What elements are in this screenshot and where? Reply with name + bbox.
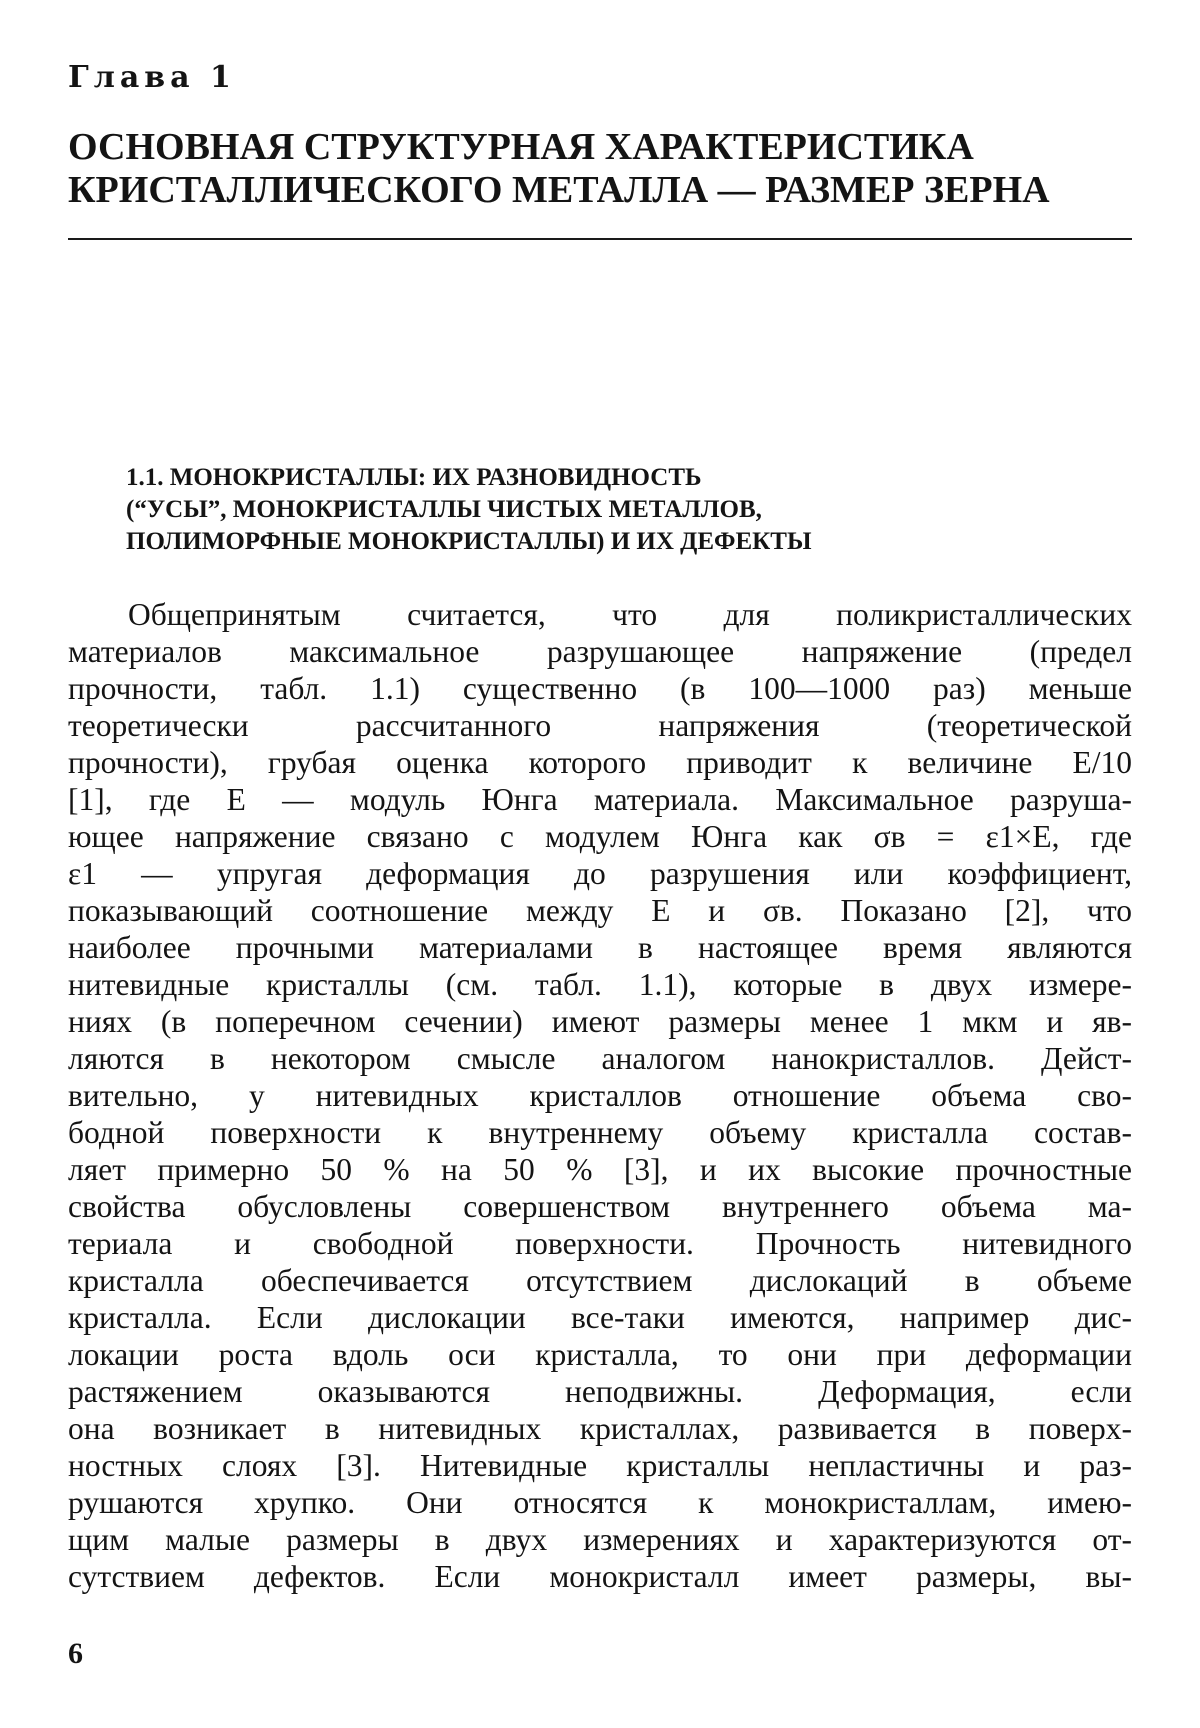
- chapter-title-line: ОСНОВНАЯ СТРУКТУРНАЯ ХАРАКТЕРИСТИКА: [68, 126, 974, 168]
- body-line: Общепринятым считается, что для поликристаллических: [128, 597, 1132, 632]
- body-text: [68, 596, 1132, 1595]
- chapter-title: [68, 126, 1132, 212]
- body-line: щим малые размеры в двух измерениях и характеризуются от-: [68, 1522, 1132, 1557]
- body-line: териала и свободной поверхности. Прочность нитевидного: [68, 1226, 1132, 1261]
- body-line: нитевидные кристаллы (см. табл. 1.1), которые в двух измере-: [68, 967, 1132, 1002]
- body-line: растяжением оказываются неподвижны. Деформация, если: [68, 1374, 1132, 1409]
- body-line: сутствием дефектов. Если монокристалл имеет размеры, вы-: [68, 1559, 1132, 1594]
- body-line: показывающий соотношение между E и σв. Показано [2], что: [68, 893, 1132, 928]
- body-line: ляются в некотором смысле аналогом нанокристаллов. Дейст-: [68, 1041, 1132, 1076]
- body-line: бодной поверхности к внутреннему объему кристалла состав-: [68, 1115, 1132, 1150]
- body-line: кристалла обеспечивается отсутствием дислокаций в объеме: [68, 1263, 1132, 1298]
- body-line: ляет примерно 50 % на 50 % [3], и их высокие прочностные: [68, 1152, 1132, 1187]
- body-line: прочности), грубая оценка которого приводит к величине E/10: [68, 745, 1132, 780]
- body-line: ниях (в поперечном сечении) имеют размеры менее 1 мкм и яв-: [68, 1004, 1132, 1039]
- body-line: [1], где E — модуль Юнга материала. Максимальное разруша-: [68, 782, 1132, 817]
- section-title-line: ПОЛИМОРФНЫЕ МОНОКРИСТАЛЛЫ) И ИХ ДЕФЕКТЫ: [126, 528, 812, 555]
- body-line: ющее напряжение связано с модулем Юнга как σв = ε1×E, где: [68, 819, 1132, 854]
- body-line: свойства обусловлены совершенством внутреннего объема ма-: [68, 1189, 1132, 1224]
- body-line: она возникает в нитевидных кристаллах, развивается в поверх-: [68, 1411, 1132, 1446]
- body-line: рушаются хрупко. Они относятся к монокристаллам, имею-: [68, 1485, 1132, 1520]
- chapter-title-line: КРИСТАЛЛИЧЕСКОГО МЕТАЛЛА — РАЗМЕР ЗЕРНА: [68, 169, 1050, 211]
- title-divider: [68, 238, 1132, 240]
- section-title-line: 1.1. МОНОКРИСТАЛЛЫ: ИХ РАЗНОВИДНОСТЬ: [126, 464, 702, 491]
- body-line: наиболее прочными материалами в настоящее время являются: [68, 930, 1132, 965]
- book-page: [68, 0, 1132, 1728]
- section-title: [126, 462, 812, 558]
- body-line: вительно, у нитевидных кристаллов отношение объема сво-: [68, 1078, 1132, 1113]
- body-line: ε1 — упругая деформация до разрушения или коэффициент,: [68, 856, 1132, 891]
- body-line: материалов максимальное разрушающее напряжение (предел: [68, 634, 1132, 669]
- body-line: теоретически рассчитанного напряжения (теоретической: [68, 708, 1132, 743]
- body-line: кристалла. Если дислокации все-таки имеются, например дис-: [68, 1300, 1132, 1335]
- chapter-label: Глава 1: [68, 60, 236, 95]
- body-line: локации роста вдоль оси кристалла, то они при деформации: [68, 1337, 1132, 1372]
- body-line: прочности, табл. 1.1) существенно (в 100—1000 раз) меньше: [68, 671, 1132, 706]
- section-title-line: (“УСЫ”, МОНОКРИСТАЛЛЫ ЧИСТЫХ МЕТАЛЛОВ,: [126, 496, 762, 523]
- body-line: ностных слоях [3]. Нитевидные кристаллы непластичны и раз-: [68, 1448, 1132, 1483]
- page-number: 6: [68, 1637, 83, 1670]
